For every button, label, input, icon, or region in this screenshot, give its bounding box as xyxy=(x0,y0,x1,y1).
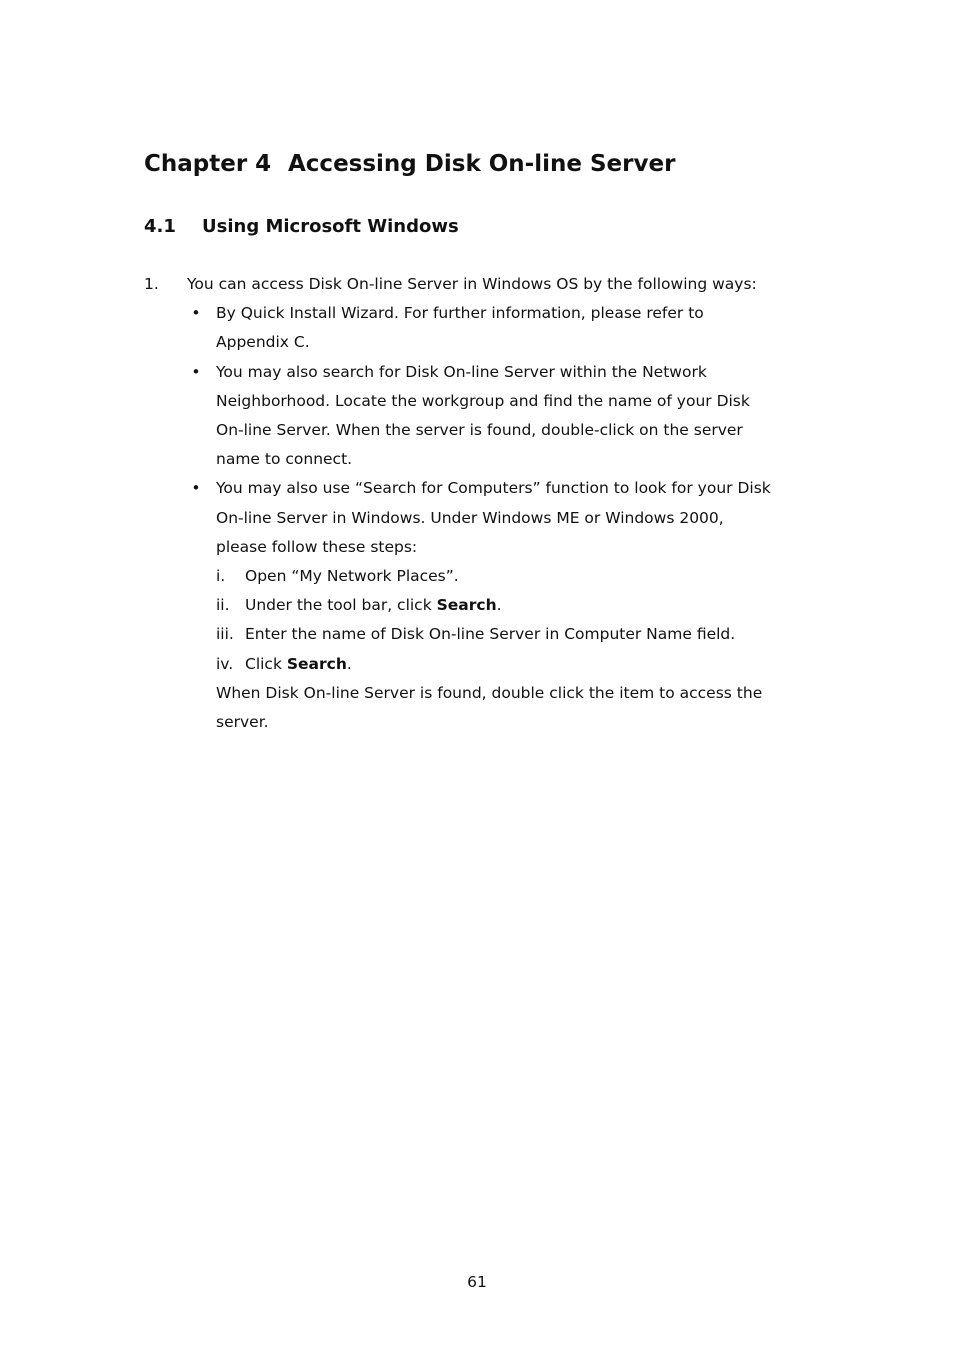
bullet-line: By Quick Install Wizard. For further information, please refer to xyxy=(216,304,704,323)
step-number: i. xyxy=(216,567,226,586)
list-item-1 xyxy=(144,270,824,299)
bullet-line: Appendix C. xyxy=(216,333,310,352)
list-item-text: You can access Disk On-line Server in Windows OS by the following ways: xyxy=(187,275,757,293)
step-bold-text: Search xyxy=(436,596,497,615)
step-item xyxy=(144,620,824,649)
bullet-line: You may also search for Disk On-line Server within the Network xyxy=(216,362,707,381)
bullet-item-network-neighborhood xyxy=(144,358,824,475)
bullet-line: On-line Server in Windows. Under Windows ME or Windows 2000, xyxy=(216,508,724,527)
section-number: 4.1 xyxy=(144,216,176,237)
step-text-after: . xyxy=(346,654,352,673)
chapter-title-text: Accessing Disk On-line Server xyxy=(288,151,676,177)
step-number: iii. xyxy=(216,625,234,644)
bullet-line: You may also use “Search for Computers” function to look for your Disk xyxy=(216,479,771,498)
section-title-text: Using Microsoft Windows xyxy=(202,216,459,237)
chapter-title xyxy=(144,148,675,180)
step-number: iv. xyxy=(216,654,234,673)
bullet-item-quick-install xyxy=(144,299,824,357)
step-item xyxy=(144,562,824,591)
bullet-line: Neighborhood. Locate the workgroup and find the name of your Disk xyxy=(216,391,750,410)
closing-paragraph xyxy=(144,679,824,737)
step-text: Open “My Network Places”. xyxy=(245,567,459,586)
page-number: 61 xyxy=(467,1273,487,1291)
step-text: Under the tool bar, click xyxy=(245,596,437,615)
bullet-line: name to connect. xyxy=(216,450,353,469)
step-item xyxy=(144,591,824,620)
step-text: Click xyxy=(245,654,287,673)
body-content xyxy=(144,270,824,737)
list-marker: 1. xyxy=(144,275,159,293)
bullet-marker: • xyxy=(191,362,201,381)
step-text-after: . xyxy=(496,596,502,615)
closing-line: server. xyxy=(216,713,269,732)
step-text: Enter the name of Disk On-line Server in Computer Name field. xyxy=(245,625,736,644)
section-title xyxy=(144,214,459,240)
bullet-line: On-line Server. When the server is found, double-click on the server xyxy=(216,421,743,440)
step-item xyxy=(144,650,824,679)
chapter-number: Chapter 4 xyxy=(144,151,272,177)
bullet-marker: • xyxy=(191,479,201,498)
closing-line: When Disk On-line Server is found, double click the item to access the xyxy=(216,683,763,702)
step-number: ii. xyxy=(216,596,230,615)
bullet-item-search-computers xyxy=(144,474,824,562)
bullet-marker: • xyxy=(191,304,201,323)
bullet-line: please follow these steps: xyxy=(216,537,418,556)
step-bold-text: Search xyxy=(286,654,347,673)
